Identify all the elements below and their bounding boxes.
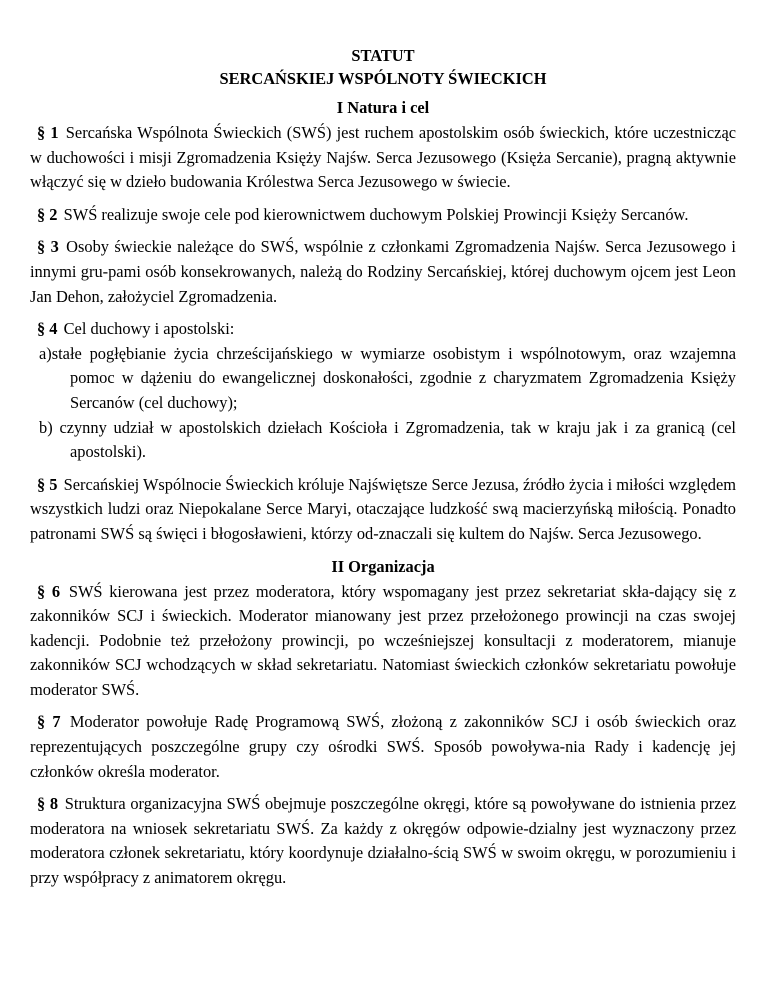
paragraph-text: Cel duchowy i apostolski:	[63, 319, 235, 339]
paragraph-number: § 4	[37, 319, 58, 339]
section-heading-1: I Natura i cel	[336, 98, 430, 117]
paragraph-1	[30, 121, 736, 195]
paragraph-text: Sercańskiej Wspólnocie Świeckich króluje Najświętsze Serce Jezusa, źródło życia i miłości względem wszystkich ludzi oraz Niepokalane Serce Maryi, otaczające ludzkość swą macierzyńską miłością. Ponadto patronami SWŚ są święci i błogosławieni, którzy od-znaczali się kultem do Najśw. Serca Jezusowego.	[30, 474, 737, 543]
paragraph-6	[30, 580, 736, 703]
paragraph-number: § 8	[37, 794, 59, 814]
paragraph-text: Moderator powołuje Radę Programową SWŚ, złożoną z zakonników SCJ i osób świeckich oraz reprezentujących poszczególne grupy czy ośrodki SWŚ. Sposób powoływa-nia Rady i kadencję jej członków określa moderator.	[30, 712, 736, 781]
paragraph-text: SWŚ realizuje swoje cele pod kierownictwem duchowym Polskiej Prowincji Księży Sercanów.	[63, 204, 689, 224]
list-item-a: a)stałe pogłębianie życia chrześcijańskiego w wymiarze osobistym i wspólnotowym, oraz wzajemna pomoc w dążeniu do ewangelicznej doskonałości, zgodnie z charyzmatem Zgromadzenia Księży Sercanów (cel duchowy);	[39, 343, 736, 412]
paragraph-number: § 1	[37, 123, 59, 142]
paragraph-text: Sercańska Wspólnota Świeckich (SWŚ) jest ruchem apostolskim osób świeckich, które uczestnicząc w duchowości i misji Zgromadzenia Księży Najśw. Serca Jezusowego (Księża Sercanie), pragną aktywnie włączyć się w dzieło budowania Królestwa Serca Jezusowego w świecie.	[30, 123, 736, 192]
document-subtitle: SERCAŃSKIEJ WSPÓLNOTY ŚWIECKICH	[219, 69, 547, 88]
paragraph-number: § 2	[37, 204, 58, 224]
paragraph-4	[30, 317, 736, 342]
paragraph-number: § 6	[37, 581, 61, 601]
paragraph-text: SWŚ kierowana jest przez moderatora, który wspomagany jest przez sekretariat skła-dający się z zakonników SCJ i świeckich. Moderator mianowany jest przez przełożonego prowincji na czas swojej kadencji. Podobnie też przełożony prowincji, po wcześniejszej konsultacji z moderatorem, mianuje zakonników SCJ wchodzących w skład sekretariatu. Natomiast świeckich członków sekretariatu powołuje moderator SWŚ.	[30, 581, 736, 699]
paragraph-7	[30, 710, 736, 784]
paragraph-2	[30, 203, 736, 228]
paragraph-3	[30, 235, 736, 309]
document-title: STATUT	[351, 46, 415, 65]
paragraph-number: § 5	[37, 474, 58, 494]
paragraph-8	[30, 792, 736, 890]
document-page	[30, 44, 736, 899]
goal-list	[30, 342, 736, 465]
paragraph-5	[30, 473, 736, 547]
list-item-b: b) czynny udział w apostolskich dziełach Kościoła i Zgromadzenia, tak w kraju jak i za granicą (cel apostolski).	[39, 417, 736, 462]
paragraph-text: Struktura organizacyjna SWŚ obejmuje poszczególne okręgi, które są powoływane do istnienia przez moderatora na wniosek sekretariatu SWŚ. Za każdy z okręgów odpowie-dzialny jest wyznaczony przez moderatora członek sekretariatu, który koordynuje działalno-ścią SWŚ w swoim okręgu, w porozumieniu i przy współpracy z animatorem okręgu.	[30, 794, 736, 888]
paragraph-number: § 7	[37, 712, 61, 732]
section-heading-2: II Organizacja	[331, 556, 435, 576]
paragraph-number: § 3	[37, 237, 59, 257]
paragraph-text: Osoby świeckie należące do SWŚ, wspólnie z członkami Zgromadzenia Najśw. Serca Jezusowego i innymi gru-pami osób konsekrowanych, należą do Rodziny Sercańskiej, której duchowym ojcem jest Leon Jan Dehon, założyciel Zgromadzenia.	[30, 237, 736, 306]
